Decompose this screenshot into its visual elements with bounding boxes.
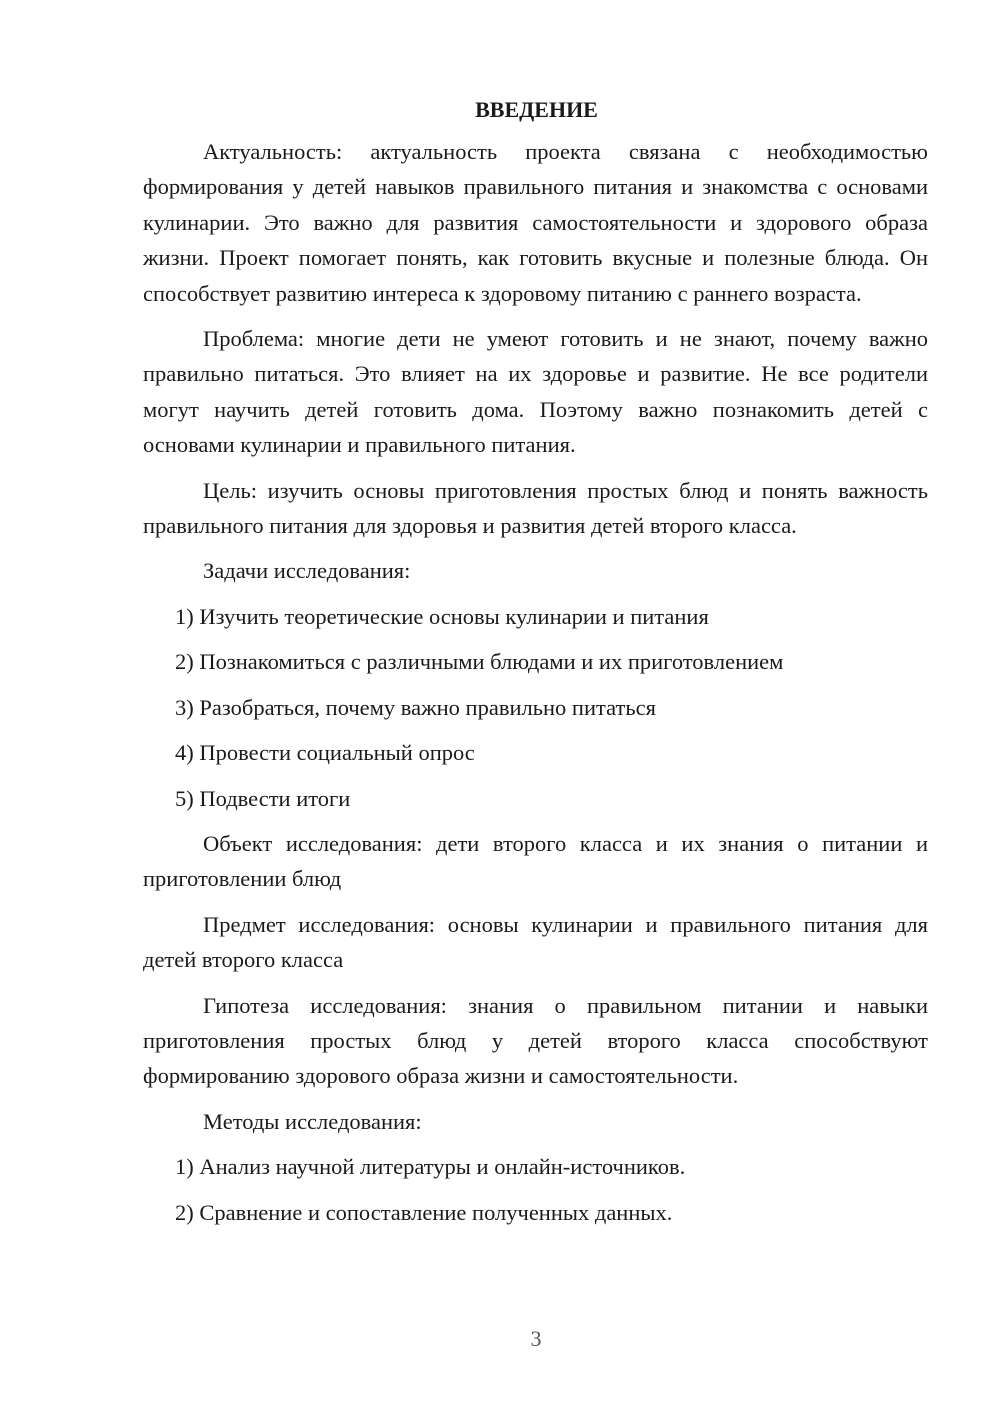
methods-heading: Методы исследования: <box>203 1108 422 1134</box>
paragraph-goal: Цель: изучить основы приготовления простых блюд и понять важность правильного питания для здоровья и развития детей второго класса. <box>143 477 928 539</box>
list-item-task-4: 4) Провести социальный опрос <box>175 740 475 766</box>
paragraph-hypothesis: Гипотеза исследования: знания о правильном питании и навыки приготовления простых блюд у детей второго класса способствуют формированию здорового образа жизни и самостоятельности. <box>143 992 928 1089</box>
list-item-task-1: 1) Изучить теоретические основы кулинарии и питания <box>175 603 709 629</box>
list-item-method-1: 1) Анализ научной литературы и онлайн-источников. <box>175 1154 686 1180</box>
paragraph-subject: Предмет исследования: основы кулинарии и правильного питания для детей второго класса <box>143 911 928 973</box>
methods-list <box>143 1149 928 1230</box>
document-page <box>143 94 928 1240</box>
tasks-list <box>143 599 928 816</box>
list-item-method-2: 2) Сравнение и сопоставление полученных данных. <box>175 1199 673 1225</box>
list-item-task-2: 2) Познакомиться с различными блюдами и их приготовлением <box>175 649 784 675</box>
list-item-task-5: 5) Подвести итоги <box>175 785 351 811</box>
paragraph-problem: Проблема: многие дети не умеют готовить и не знают, почему важно правильно питаться. Это влияет на их здоровье и развитие. Не все родители могут научить детей готовить дома. Поэтому важно познакомить детей с основами кулинарии и правильного питания. <box>143 326 928 458</box>
paragraph-relevance: Актуальность: актуальность проекта связана с необходимостью формирования у детей навыков правильного питания и знакомства с основами кулинарии. Это важно для развития самостоятельности и здорового образа жизни. Проект помогает понять, как готовить вкусные и полезные блюда. Он способствует развитию интереса к здоровому питанию с раннего возраста. <box>143 139 928 306</box>
paragraph-object: Объект исследования: дети второго класса и их знания о питании и приготовлении блюд <box>143 830 928 892</box>
list-item-task-3: 3) Разобраться, почему важно правильно питаться <box>175 694 656 720</box>
tasks-heading: Задачи исследования: <box>203 558 411 584</box>
page-number: 3 <box>530 1326 542 1351</box>
document-title: ВВЕДЕНИЕ <box>475 97 598 122</box>
